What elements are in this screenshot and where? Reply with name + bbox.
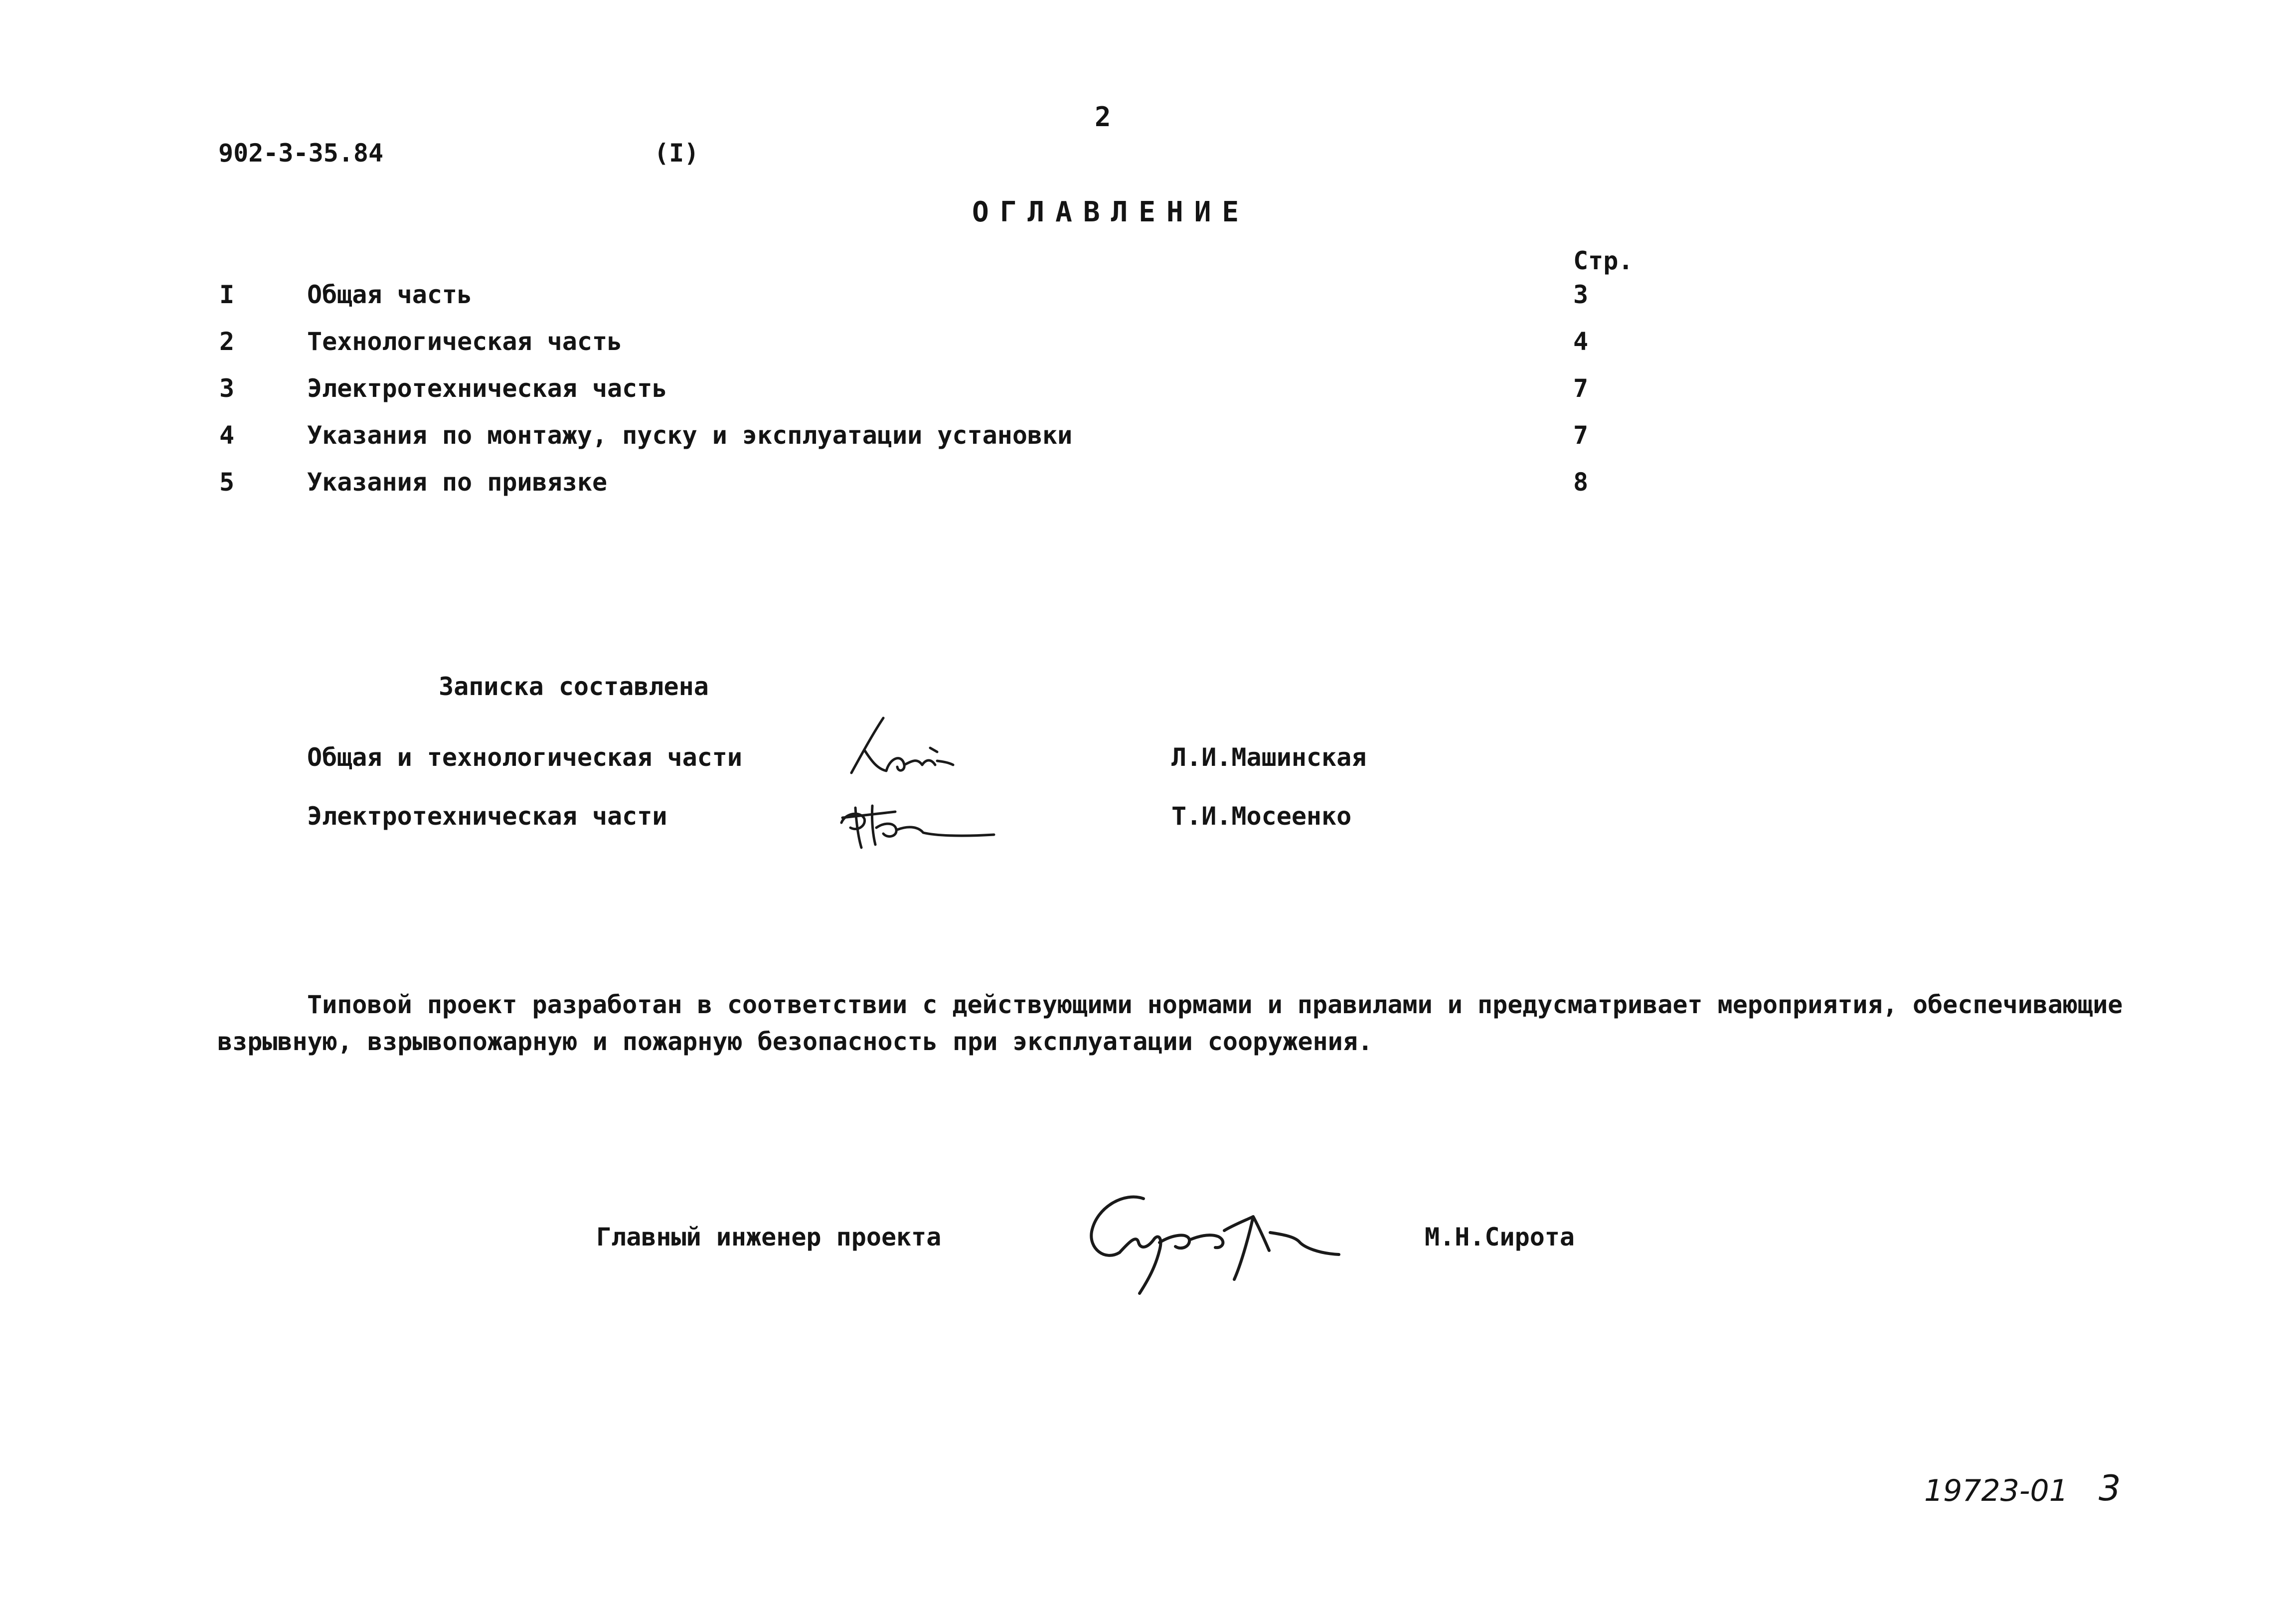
- toc-item-number: I: [219, 280, 235, 309]
- note-paragraph-line: Типовой проект разработан в соответствии с действующими нормами и правилами и предусматривает мероприятия, обеспечивающие: [307, 990, 2123, 1019]
- toc-item-title: Указания по монтажу, пуску и эксплуатации установки: [307, 421, 1073, 450]
- author-role: Электротехническая части: [307, 802, 667, 831]
- toc-item-page: 8: [1573, 468, 1589, 497]
- toc-item-page: 7: [1573, 421, 1589, 450]
- author-row: [0, 804, 2296, 834]
- toc-item: [0, 470, 2296, 500]
- toc-item: [0, 376, 2296, 406]
- toc-item: [0, 329, 2296, 359]
- toc-item-number: 2: [219, 327, 235, 356]
- document-part: (I): [654, 139, 699, 168]
- toc-item-title: Указания по привязке: [307, 468, 608, 497]
- archive-code: 19723-01: [1924, 1473, 2068, 1508]
- author-row: [0, 745, 2296, 775]
- toc-title: ОГЛАВЛЕНИЕ: [972, 196, 1250, 228]
- chief-engineer-name: М.Н.Сирота: [1425, 1223, 1575, 1251]
- toc-page-column-label: Стр.: [1573, 246, 1634, 275]
- document-code: 902-3-35.84: [218, 139, 384, 168]
- page-number: 2: [1095, 101, 1111, 133]
- author-name: Л.И.Машинская: [1171, 743, 1367, 772]
- signature-mashinskaya: [842, 713, 957, 788]
- chief-engineer-role: Главный инженер проекта: [596, 1223, 942, 1251]
- toc-item-title: Электротехническая часть: [307, 374, 667, 403]
- toc-item-title: Общая часть: [307, 280, 473, 309]
- toc-item: [0, 282, 2296, 312]
- toc-item-title: Технологическая часть: [307, 327, 623, 356]
- signature-moseenko: [835, 793, 1000, 853]
- compiled-by-heading: Записка составлена: [439, 672, 709, 701]
- note-paragraph-line: взрывную, взрывопожарную и пожарную безопасность при эксплуатации сооружения.: [217, 1027, 1373, 1056]
- toc-item-page: 7: [1573, 374, 1589, 403]
- author-name: Т.И.Мосеенко: [1171, 802, 1352, 831]
- toc-item-number: 5: [219, 468, 235, 497]
- author-role: Общая и технологическая части: [307, 743, 742, 772]
- toc-item-page: 3: [1573, 280, 1589, 309]
- toc-item-number: 3: [219, 374, 235, 403]
- toc-item-page: 4: [1573, 327, 1589, 356]
- toc-item: [0, 423, 2296, 453]
- toc-item-number: 4: [219, 421, 235, 450]
- signature-sirota: [1085, 1187, 1344, 1301]
- sheet-number: 3: [2099, 1468, 2121, 1509]
